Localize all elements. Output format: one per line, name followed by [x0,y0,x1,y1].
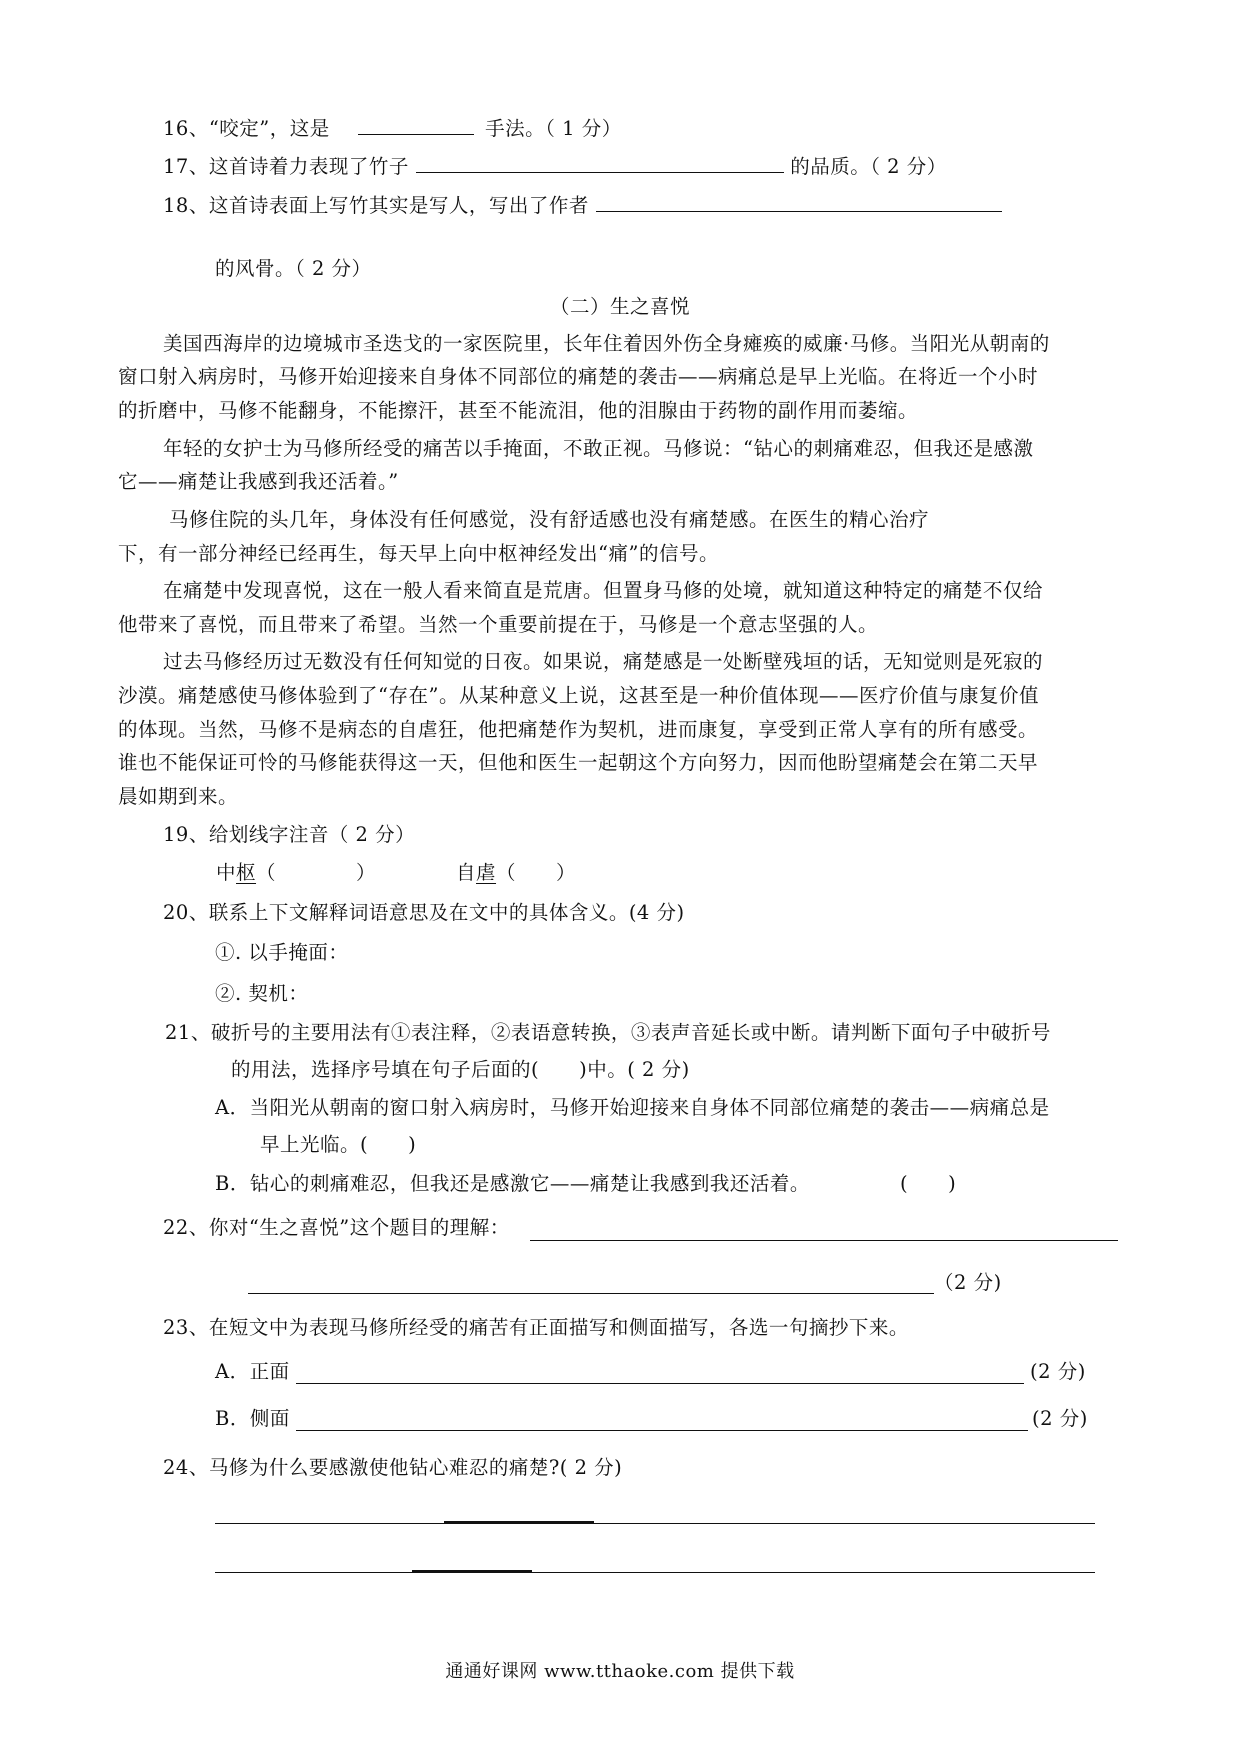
passage-line: 的折磨中，马修不能翻身，不能擦汗，甚至不能流泪，他的泪腺由于药物的副作用而萎缩。 [118,399,919,422]
q17-answer-blank[interactable] [416,154,784,173]
passage-line: 晨如期到来。 [118,785,239,808]
q23-option-b-answer-line[interactable] [296,1430,1028,1431]
q21-line2: 的用法，选择序号填在句子后面的( )中。( 2 分) [231,1058,690,1081]
q22-score: （2 分) [934,1271,1002,1294]
question-23: 23、在短文中为表现马修所经受的痛苦有正面描写和侧面描写，各选一句摘抄下来。 [163,1316,909,1339]
passage-line: 他带来了喜悦，而且带来了希望。当然一个重要前提在于，马修是一个意志坚强的人。 [118,613,879,636]
q18-answer-blank[interactable] [596,193,1002,212]
q23-option-b-score: (2 分) [1032,1407,1088,1430]
q21-option-a-line2: 早上光临。( ) [260,1133,417,1156]
passage-line: 窗口射入病房时，马修开始迎接来自身体不同部位的痛楚的袭击——病痛总是早上光临。在将近一个小时 [118,365,1039,388]
q20-item-2: ②. 契机： [215,982,309,1005]
passage-line: 它——痛楚让我感到我还活着。” [118,470,399,493]
q23-option-a-label: A．正面 [215,1360,290,1383]
q22-answer-line-1[interactable] [530,1240,1118,1241]
question-20: 20、联系上下文解释词语意思及在文中的具体含义。(4 分) [163,901,685,924]
q19-item-2 [456,860,576,886]
question-21: 21、破折号的主要用法有①表注释，②表语意转换，③表声音延长或中断。请判断下面句子中破折号 [165,1021,1051,1044]
passage-line: 谁也不能保证可怜的马修能获得这一天，但他和医生一起朝这个方向努力，因而他盼望痛楚会在第二天早 [118,751,1039,774]
question-18 [163,193,1002,219]
q17-suffix: 的品质。（ 2 分） [790,155,947,178]
question-19: 19、给划线字注音（ 2 分） [163,823,416,846]
q24-answer-line-1[interactable] [215,1523,1095,1524]
q23-option-a-score: (2 分) [1030,1360,1086,1383]
q24-answer-line-1-mark [444,1521,594,1523]
q17-text: 17、这首诗着力表现了竹子 [163,155,409,178]
q16-suffix: 手法。（ 1 分） [485,117,622,140]
q20-item-1: ①. 以手掩面： [215,941,349,964]
q16-text: 16、“咬定”，这是 [163,117,330,140]
passage-line: 美国西海岸的边境城市圣迭戈的一家医院里，长年住着因外伤全身瘫痪的威廉·马修。当阳光从朝南的 [163,332,1050,355]
section-title: （二）生之喜悦 [549,295,690,318]
passage-line: 马修住院的头几年，身体没有任何感觉，没有舒适感也没有痛楚感。在医生的精心治疗 [169,508,930,531]
q24-answer-line-2[interactable] [215,1572,1095,1573]
q19-item2-underlined-char: 虐 [476,861,497,884]
question-22: 22、你对“生之喜悦”这个题目的理解： [163,1216,510,1239]
question-17 [163,154,947,180]
question-16 [163,116,622,142]
q18-text: 18、这首诗表面上写竹其实是写人，写出了作者 [163,194,589,217]
q18-line2: 的风骨。（ 2 分） [215,257,372,280]
passage-line: 过去马修经历过无数没有任何知觉的日夜。如果说，痛楚感是一处断壁残垣的话，无知觉则是死寂的 [163,650,1044,673]
q21-option-b-answer[interactable]: ( ) [900,1172,957,1195]
q19-item1-underlined-char: 枢 [236,861,257,884]
passage-line: 年轻的女护士为马修所经受的痛苦以手掩面，不敢正视。马修说：“钻心的刺痛难忍，但我还是感激 [163,437,1034,460]
q22-answer-line-2[interactable] [248,1293,934,1294]
passage-line: 沙漠。痛楚感使马修体验到了“存在”。从某种意义上说，这甚至是一种价值体现——医疗价值与康复价值 [118,684,1039,707]
q23-option-a-answer-line[interactable] [296,1383,1024,1384]
q21-option-a: A．当阳光从朝南的窗口射入病房时，马修开始迎接来自身体不同部位痛楚的袭击——病痛总是 [215,1096,1050,1119]
passage-line: 下，有一部分神经已经再生，每天早上向中枢神经发出“痛”的信号。 [118,542,719,565]
q24-answer-line-2-mark [412,1570,532,1572]
q19-item1-answer[interactable]: （ ） [256,861,377,884]
q19-item1-char: 中 [216,861,237,884]
passage-line: 的体现。当然，马修不是病态的自虐狂，他把痛楚作为契机，进而康复，享受到正常人享有的所有感受。 [118,718,1039,741]
q19-item2-char: 自 [456,861,477,884]
q19-item2-answer[interactable]: （ ） [496,861,577,884]
q21-option-b: B．钻心的刺痛难忍，但我还是感激它——痛楚让我感到我还活着。 [215,1172,810,1195]
q23-option-b-label: B．侧面 [215,1407,290,1430]
q16-answer-blank[interactable] [358,116,474,135]
passage-line: 在痛楚中发现喜悦，这在一般人看来简直是荒唐。但置身马修的处境，就知道这种特定的痛楚不仅给 [163,579,1044,602]
question-24: 24、马修为什么要感激使他钻心难忍的痛楚?( 2 分) [163,1456,623,1479]
footer-source: 通通好课网 www.tthaoke.com 提供下载 [445,1661,795,1682]
q19-item-1 [216,860,376,886]
